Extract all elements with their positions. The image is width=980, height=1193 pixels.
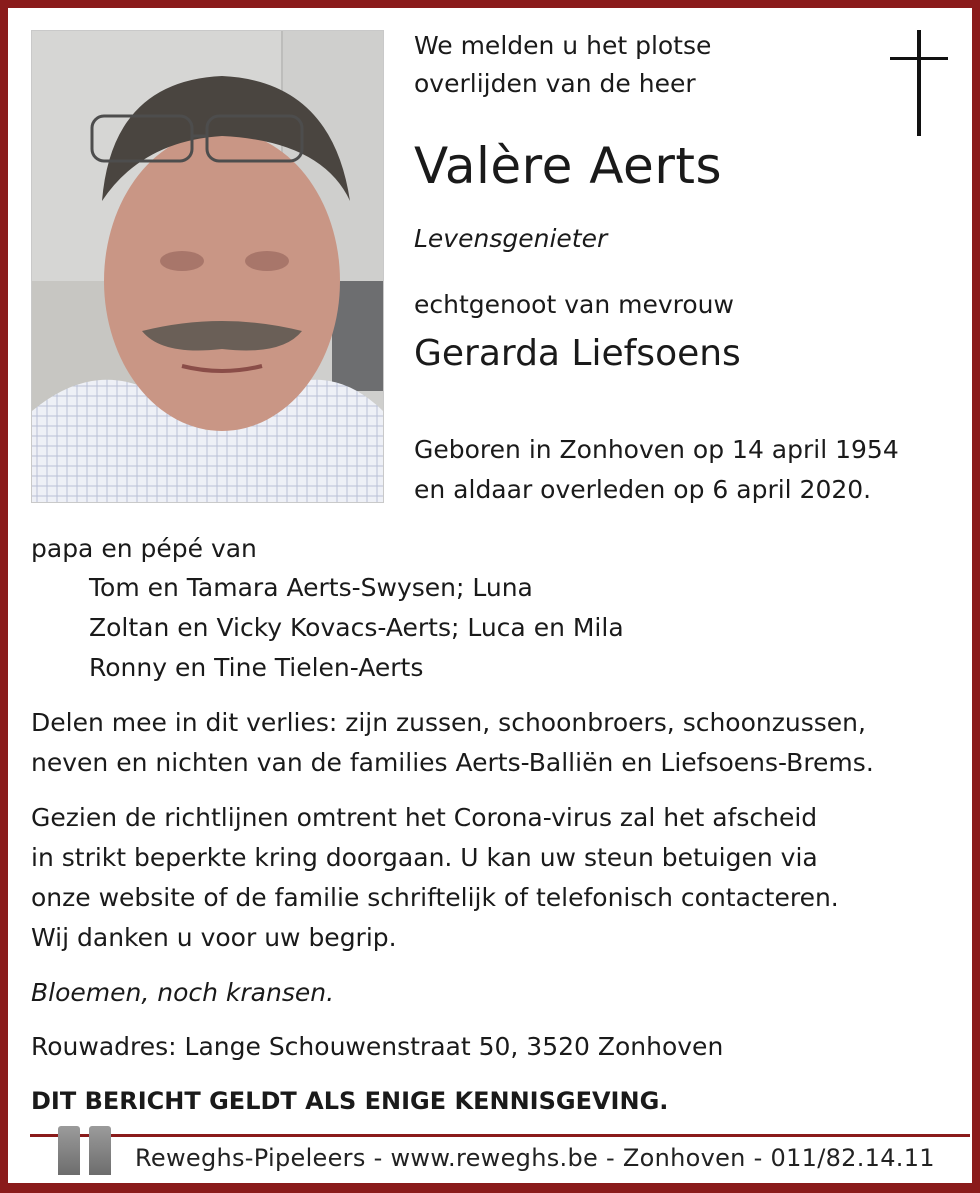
corona-line-2: in strikt beperkte kring doorgaan. U kan uw steun betuigen via	[31, 843, 818, 872]
corona-line-4: Wij danken u voor uw begrip.	[31, 923, 397, 952]
family-member: Tom en Tamara Aerts-Swysen; Luna	[89, 573, 533, 602]
funeral-home-info: Reweghs-Pipeleers - www.reweghs.be - Zonhoven - 011/82.14.11	[135, 1144, 935, 1172]
family-member: Ronny en Tine Tielen-Aerts	[89, 653, 424, 682]
spouse-intro: echtgenoot van mevrouw	[414, 290, 734, 319]
share-line-2: neven en nichten van de families Aerts-Balliën en Liefsoens-Brems.	[31, 748, 874, 777]
cross-icon-bar	[890, 57, 948, 60]
family-intro: papa en pépé van	[31, 534, 257, 563]
portrait-photo	[31, 30, 384, 503]
deceased-name: Valère Aerts	[414, 137, 723, 195]
spouse-name: Gerarda Liefsoens	[414, 333, 741, 374]
intro-line-1: We melden u het plotse	[414, 31, 712, 60]
funeral-home-logo-icon	[58, 1126, 80, 1175]
cross-icon	[917, 30, 921, 136]
corona-line-3: onze website of de familie schriftelijk of telefonisch contacteren.	[31, 883, 839, 912]
sole-notice: DIT BERICHT GELDT ALS ENIGE KENNISGEVING.	[31, 1087, 669, 1115]
corona-line-1: Gezien de richtlijnen omtrent het Corona-virus zal het afscheid	[31, 803, 818, 832]
epithet: Levensgenieter	[414, 224, 608, 253]
funeral-home-logo-icon-right	[89, 1126, 111, 1175]
share-line-1: Delen mee in dit verlies: zijn zussen, schoonbroers, schoonzussen,	[31, 708, 866, 737]
birth-line: Geboren in Zonhoven op 14 april 1954	[414, 435, 899, 464]
flowers-note: Bloemen, noch kransen.	[31, 978, 335, 1007]
death-line: en aldaar overleden op 6 april 2020.	[414, 475, 872, 504]
mourning-address: Rouwadres: Lange Schouwenstraat 50, 3520 Zonhoven	[31, 1032, 724, 1061]
intro-line-2: overlijden van de heer	[414, 69, 696, 98]
family-member: Zoltan en Vicky Kovacs-Aerts; Luca en Mila	[89, 613, 624, 642]
